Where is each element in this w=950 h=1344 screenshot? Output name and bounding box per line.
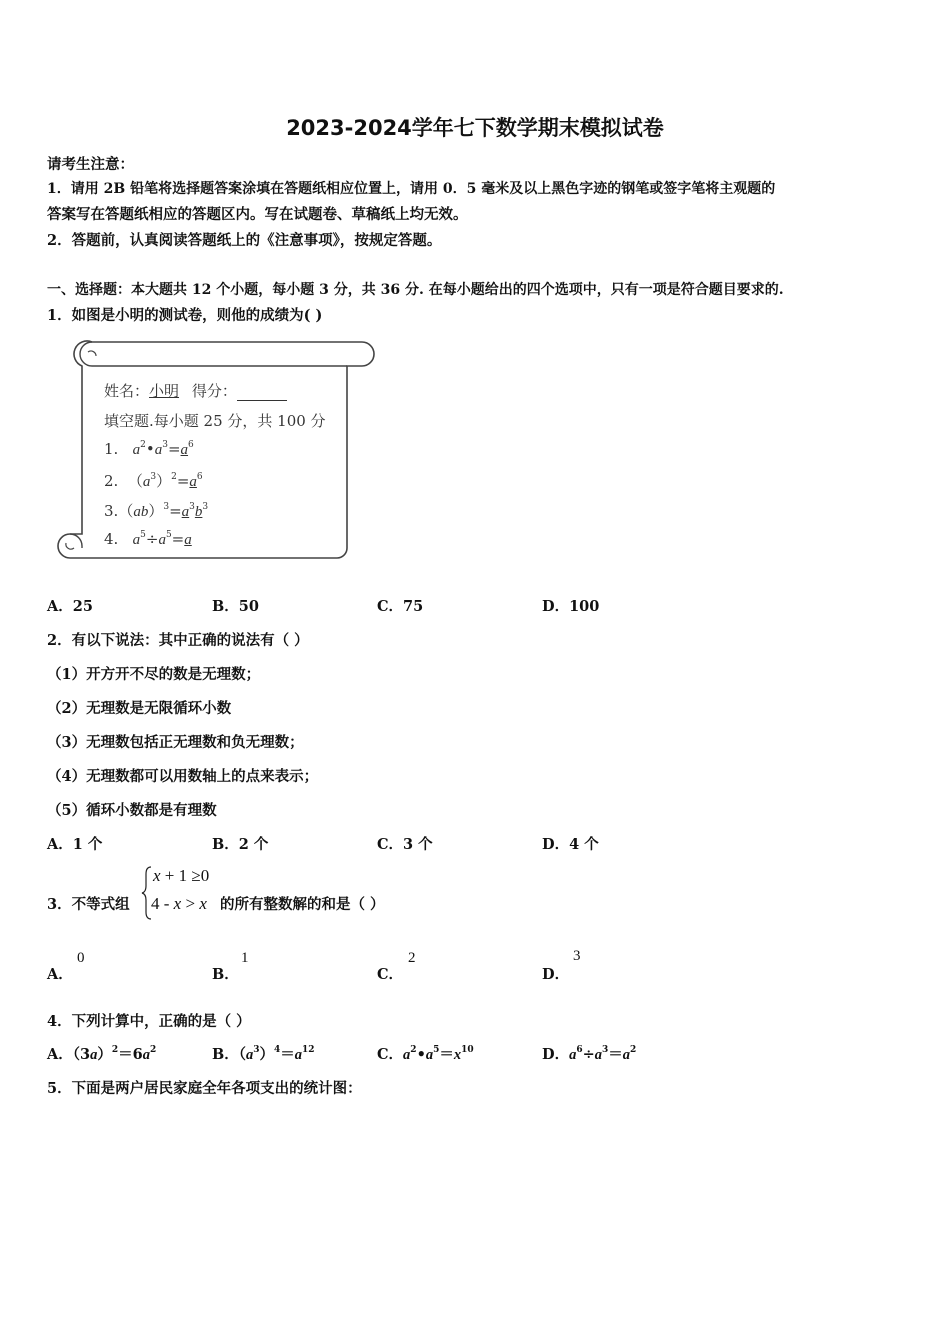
q2-option-c[interactable]: C．3 个 [377, 836, 433, 853]
q1-option-d[interactable]: D．100 [542, 598, 600, 615]
scroll-item-2: 2. $(a^3)^2=a^6$ [104, 472, 203, 490]
scroll-item-3: $3.(ab)^3=a^3b^3$ [104, 502, 209, 520]
question-1-stem: 1．如图是小明的测试卷，则他的成绩为( ) [47, 307, 323, 324]
inequality-system [141, 864, 221, 920]
q3-option-a-value: 0 [77, 950, 85, 966]
q2-option-d[interactable]: D．4 个 [542, 836, 599, 853]
q2-statement-2: （2）无理数是无限循环小数 [47, 700, 232, 717]
q2-statement-5: （5）循环小数都是有理数 [47, 802, 217, 819]
q2-statement-3: （3）无理数包括正无理数和负无理数； [47, 734, 304, 751]
scroll-intro: 填空题.每小题 25 分，共 100 分 [104, 412, 326, 430]
q3-option-c[interactable]: C． [377, 966, 404, 983]
q3-option-a[interactable]: A． [47, 966, 73, 983]
q1-option-c[interactable]: C．75 [377, 598, 424, 615]
q3-option-d-value: 3 [573, 948, 581, 964]
scroll-item-1: 1. $a^2•a^3=a^6$ [104, 440, 194, 458]
q3-option-b[interactable]: B． [212, 966, 239, 983]
inequality-1: x + 1 ≥0 [153, 866, 210, 885]
scroll-graphic [52, 338, 378, 564]
question-2-stem: 2．有以下说法：其中正确的说法有（ ） [47, 632, 309, 649]
notice-line-3: 2．答题前，认真阅读答题纸上的《注意事项》，按规定答题。 [47, 232, 442, 249]
q1-option-a[interactable]: A．25 [47, 598, 93, 615]
q4-option-b[interactable]: B．$(a^3)^4=a^{12}$ [212, 1045, 315, 1063]
notice-line-1: 1．请用 2B 铅笔将选择题答案涂填在答题纸相应位置上，请用 0．5 毫米及以上黑色字迹的钢笔或签字笔将主观题的 [47, 181, 776, 197]
question-3-prefix: 3．不等式组 [47, 896, 130, 913]
inequality-2: 4 - x > x [151, 894, 207, 913]
q2-statement-4: （4）无理数都可以用数轴上的点来表示； [47, 768, 319, 785]
section-heading: 一、选择题：本大题共 12 个小题，每小题 3 分，共 36 分. 在每小题给出的四个选项中，只有一项是符合题目要求的. [47, 282, 784, 298]
notice-line-2: 答案写在答题纸相应的答题区内。写在试题卷、草稿纸上均无效。 [47, 206, 468, 223]
test-paper-scroll [52, 338, 378, 564]
question-4-stem: 4．下列计算中，正确的是（ ） [47, 1013, 251, 1030]
scroll-item-4: 4. $a^5\div a^5=a$ [104, 530, 192, 548]
notice-heading: 请考生注意： [47, 156, 134, 173]
scroll-name-value: 小明 [149, 382, 180, 400]
question-5-stem: 5．下面是两户居民家庭全年各项支出的统计图： [47, 1080, 362, 1097]
q2-statement-1: （1）开方开不尽的数是无理数； [47, 666, 261, 683]
q2-option-b[interactable]: B．2 个 [212, 836, 269, 853]
question-3-suffix: 的所有整数解的和是（ ） [220, 896, 385, 913]
q3-option-b-value: 1 [241, 950, 249, 966]
q1-option-b[interactable]: B．50 [212, 598, 259, 615]
scroll-score-blank [237, 382, 287, 401]
q3-option-d[interactable]: D． [542, 966, 570, 983]
q4-option-c[interactable]: C．$a^2•a^5=x^{10}$ [377, 1045, 474, 1063]
q4-option-d[interactable]: D．$a^6\div a^3=a^2$ [542, 1045, 637, 1063]
q3-option-c-value: 2 [408, 950, 416, 966]
page-title: 2023-2024学年七下数学期末模拟试卷 [286, 116, 664, 140]
scroll-score-label: 得分： [191, 382, 237, 400]
q2-option-a[interactable]: A．1 个 [47, 836, 103, 853]
scroll-name-label: 姓名： [104, 382, 150, 400]
q4-option-a[interactable]: A．$(3a)^2=6a^2$ [47, 1045, 157, 1063]
